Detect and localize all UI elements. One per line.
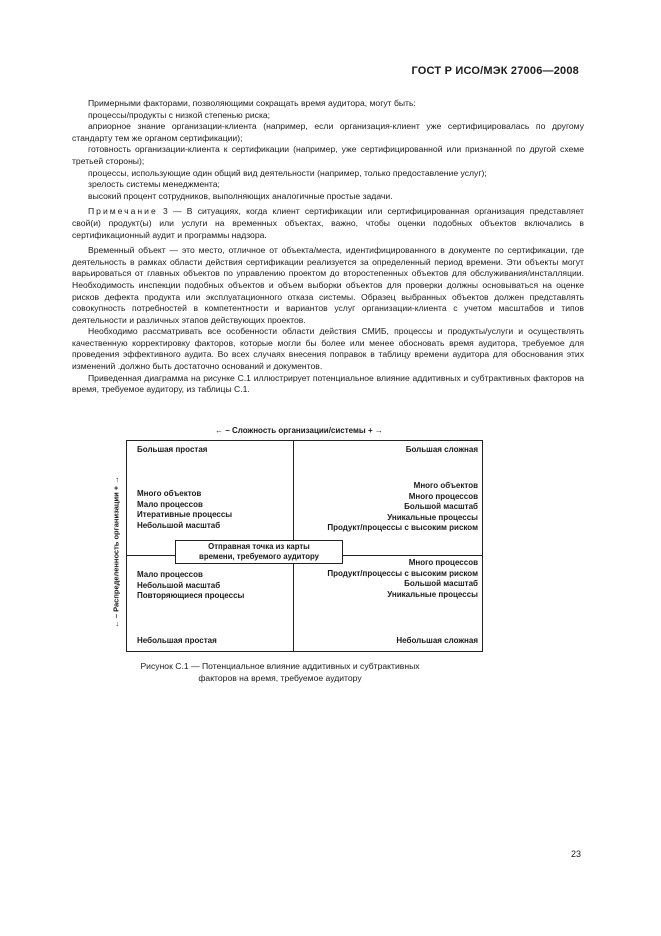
factor-item: Продукт/процессы с высоким риском bbox=[327, 568, 478, 578]
figure-caption bbox=[130, 661, 430, 684]
factor-item: готовность организации-клиента к сертификации (например, уже сертифицированной или признанной по другой схеме третьей стороны); bbox=[72, 144, 584, 166]
starting-point-line1: Отправная точка из карты bbox=[208, 542, 310, 551]
factor-item: Большой масштаб bbox=[404, 502, 478, 511]
factor-item: зрелость системы менеджмента; bbox=[88, 179, 220, 190]
figure-c1-diagram bbox=[98, 424, 500, 660]
factor-item: Продукт/процессы с высоким риском bbox=[327, 523, 478, 532]
page-number: 23 bbox=[570, 849, 581, 859]
note-label: Примечание bbox=[88, 206, 158, 217]
factor-item: Повторяющиеся процессы bbox=[137, 591, 245, 600]
complexity-axis-label: ← – Сложность организации/системы + → bbox=[215, 426, 383, 435]
factor-item: Небольшой масштаб bbox=[137, 580, 221, 590]
factor-item: Мало процессов bbox=[137, 499, 203, 509]
large-complex-factors bbox=[327, 481, 478, 534]
starting-point-box bbox=[175, 540, 343, 564]
document-header: ГОСТ Р ИСО/МЭК 27006—2008 bbox=[411, 65, 579, 77]
factor-item: Большой масштаб bbox=[404, 579, 478, 588]
factor-item: априорное знание организации-клиента (например, если организация-клиент уже сертифицировалась по другому стандарту тем же органом сертификации); bbox=[72, 121, 584, 143]
factor-item: Много процессов bbox=[408, 491, 478, 501]
factor-item: Уникальные процессы bbox=[387, 589, 478, 599]
factor-item: Уникальные процессы bbox=[387, 512, 478, 522]
quadrant-label-large-simple: Большая простая bbox=[137, 445, 208, 454]
large-simple-factors bbox=[137, 489, 232, 531]
small-simple-factors bbox=[137, 570, 244, 602]
distribution-axis-label: ← – Распределенность организации + → bbox=[111, 476, 121, 628]
factor-item: высокий процент сотрудников, выполняющих аналогичные простые задачи. bbox=[88, 190, 393, 201]
factor-item: Много объектов bbox=[137, 489, 202, 498]
quadrant-frame bbox=[126, 440, 483, 652]
factor-item: Итеративные процессы bbox=[137, 510, 233, 519]
quadrant-label-small-simple: Небольшая простая bbox=[137, 636, 217, 645]
caption-line1: Рисунок С.1 — Потенциальное влияние аддитивных и субтрактивных bbox=[140, 661, 420, 671]
temporary-site-paragraph: Временный объект — это место, отличное от объекта/места, идентифицированного в документе по сертификации, где деятельность в рамках области действия сертификации реализуется за определенный период времени. Эти объекты могут варьироваться от главных объектов по управлению проектом до второстепенных объектов для обслуживания/инсталляции. Необходимость инспекции подобных объектов и объем выборки объектов для проверки должны основываться на оценке рисков дефекта продукта или эксплуатационного отказа системы. Образец выбранных объектов должен представлять совокупность потребностей в компетентности и вариантов услуг организации-клиента с учетом масштабов и типов деятельности и различных этапов действующих проектов. bbox=[72, 245, 584, 325]
factor-item: Много объектов bbox=[413, 481, 478, 490]
quadrant-label-large-complex: Большая сложная bbox=[405, 445, 478, 454]
factor-item: Много процессов bbox=[408, 558, 478, 567]
quadrant-label-small-complex: Небольшая сложная bbox=[396, 636, 478, 645]
factor-item: процессы/продукты с низкой степенью риска; bbox=[88, 109, 271, 120]
starting-point-line2: времени, требуемого аудитору bbox=[199, 552, 319, 561]
caption-line2: факторов на время, требуемое аудитору bbox=[198, 672, 362, 683]
diagram-intro-paragraph: Приведенная диаграмма на рисунке С.1 иллюстрирует потенциальное влияние аддитивных и субтрактивных факторов на время, требуемое аудитору, из таблицы С.1. bbox=[72, 372, 584, 395]
note-paragraph bbox=[72, 206, 584, 241]
intro-paragraph: Примерными факторами, позволяющими сокращать время аудитора, могут быть: bbox=[88, 98, 416, 108]
note-text: 3 — В ситуациях, когда клиент сертификации или сертифицированная организация представляет свой(и) продукт(ы) или услуги на временных объектах, важно, чтобы оценки подобных объектов включались в сертификационный аудит и программы надзора. bbox=[72, 206, 584, 240]
factor-item: Мало процессов bbox=[137, 570, 203, 579]
factor-item: процессы, использующие один общий вид деятельности (например, только предоставление услуг); bbox=[88, 167, 487, 178]
factor-item: Небольшой масштаб bbox=[137, 520, 221, 530]
adjustment-paragraph: Необходимо рассматривать все особенности области действия СМИБ, процессы и продукты/услуги и осуществлять качественную корректировку факторов, которые могли бы более или менее обосновать время аудитора, требуемое для проведения эффективного аудита. Во всех случаях внесения поправок в таблицу времени аудитора для обоснования этих изменений .должно быть достаточно оснований и документов. bbox=[72, 326, 584, 372]
small-complex-factors bbox=[327, 558, 478, 600]
body-text bbox=[72, 98, 584, 396]
